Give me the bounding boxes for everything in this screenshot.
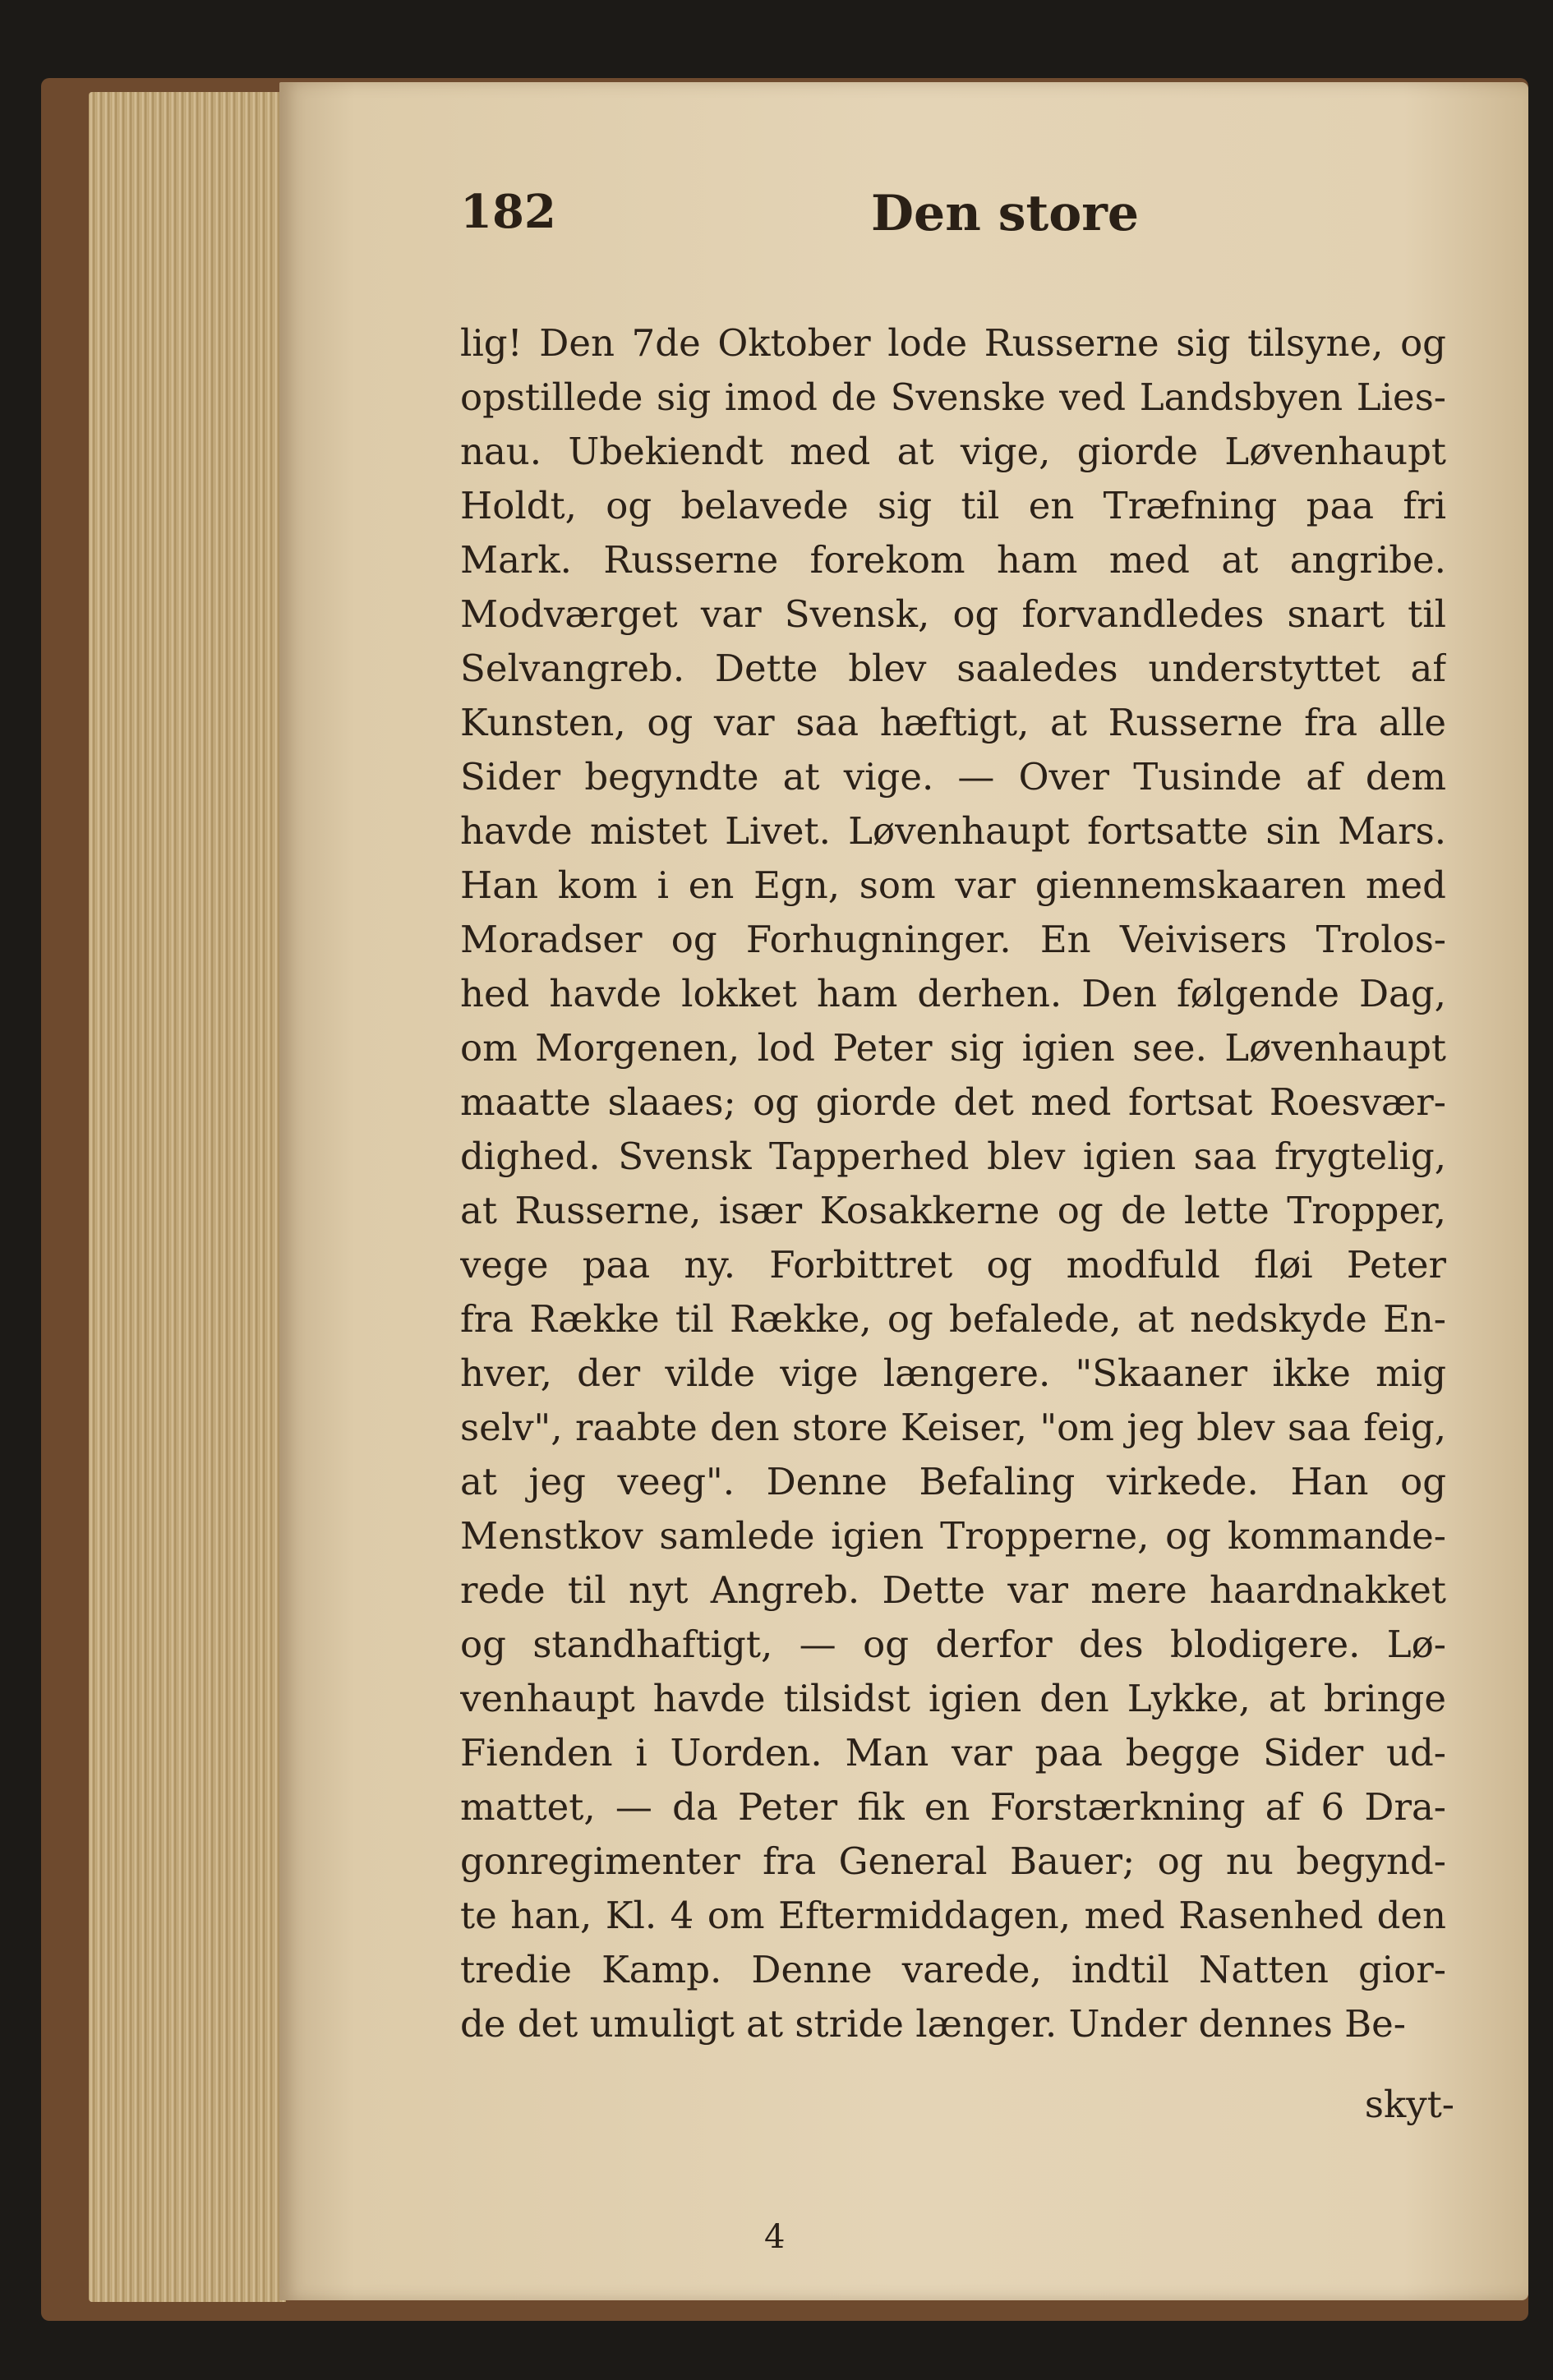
text-line: lig! Den 7de Oktober lode Russerne sig tilsyne, og bbox=[460, 321, 1446, 365]
text-line: rede til nyt Angreb. Dette var mere haardnakket bbox=[460, 1568, 1446, 1612]
catchword: skyt- bbox=[1364, 2083, 1454, 2126]
text-line: Fienden i Uorden. Man var paa begge Sider ud- bbox=[460, 1731, 1446, 1775]
text-line: venhaupt havde tilsidst igien den Lykke, at bringe bbox=[460, 1677, 1446, 1720]
text-line: mattet, — da Peter fik en Forstærkning af 6 Dra- bbox=[460, 1785, 1446, 1829]
body-text bbox=[460, 316, 1446, 2051]
text-line: Selvangreb. Dette blev saaledes understyttet af bbox=[460, 647, 1446, 690]
text-line: Han kom i en Egn, som var giennemskaaren med bbox=[460, 863, 1446, 907]
text-line: havde mistet Livet. Løvenhaupt fortsatte sin Mars. bbox=[460, 809, 1446, 853]
running-head: Den store bbox=[871, 185, 1140, 242]
text-line: nau. Ubekiendt med at vige, giorde Løvenhaupt bbox=[460, 430, 1446, 473]
text-line: Modværget var Svensk, og forvandledes snart til bbox=[460, 592, 1446, 636]
text-line: tredie Kamp. Denne varede, indtil Natten gior- bbox=[460, 1948, 1446, 1991]
text-line: selv", raabte den store Keiser, "om jeg blev saa feig, bbox=[460, 1406, 1446, 1449]
text-line: Sider begyndte at vige. — Over Tusinde af dem bbox=[460, 755, 1446, 799]
text-line: gonregimenter fra General Bauer; og nu begynd- bbox=[460, 1839, 1446, 1883]
text-line: vege paa ny. Forbittret og modfuld fløi Peter bbox=[460, 1243, 1446, 1287]
text-line: at Russerne, især Kosakkerne og de lette Tropper, bbox=[460, 1189, 1446, 1232]
text-line: og standhaftigt, — og derfor des blodigere. Lø- bbox=[460, 1623, 1446, 1666]
text-line: Kunsten, og var saa hæftigt, at Russerne fra alle bbox=[460, 701, 1446, 744]
text-line: maatte slaaes; og giorde det med fortsat Roesvær- bbox=[460, 1080, 1446, 1124]
text-line: Menstkov samlede igien Tropperne, og kommande- bbox=[460, 1514, 1446, 1558]
text-line: Moradser og Forhugninger. En Veivisers Trolos- bbox=[460, 918, 1446, 961]
text-line: te han, Kl. 4 om Eftermiddagen, med Rasenhed den bbox=[460, 1894, 1446, 1937]
text-line: Mark. Russerne forekom ham med at angribe. bbox=[460, 538, 1446, 582]
text-line: at jeg veeg". Denne Befaling virkede. Han og bbox=[460, 1460, 1446, 1503]
text-line: Holdt, og belavede sig til en Træfning paa fri bbox=[460, 484, 1446, 527]
text-line: hed havde lokket ham derhen. Den følgende Dag, bbox=[460, 972, 1446, 1015]
text-line: opstillede sig imod de Svenske ved Landsbyen Lies- bbox=[460, 375, 1446, 419]
page-edges bbox=[89, 92, 286, 2302]
text-line: om Morgenen, lod Peter sig igien see. Løvenhaupt bbox=[460, 1026, 1446, 1070]
text-line: dighed. Svensk Tapperhed blev igien saa frygtelig, bbox=[460, 1135, 1446, 1178]
page-number: 182 bbox=[460, 185, 556, 239]
page-header bbox=[460, 185, 1463, 259]
signature-mark: 4 bbox=[764, 2218, 786, 2256]
text-line: fra Række til Række, og befalede, at nedskyde En- bbox=[460, 1297, 1446, 1341]
text-line: hver, der vilde vige længere. "Skaaner ikke mig bbox=[460, 1351, 1446, 1395]
text-line: de det umuligt at stride længer. Under dennes Be- bbox=[460, 2002, 1406, 2046]
